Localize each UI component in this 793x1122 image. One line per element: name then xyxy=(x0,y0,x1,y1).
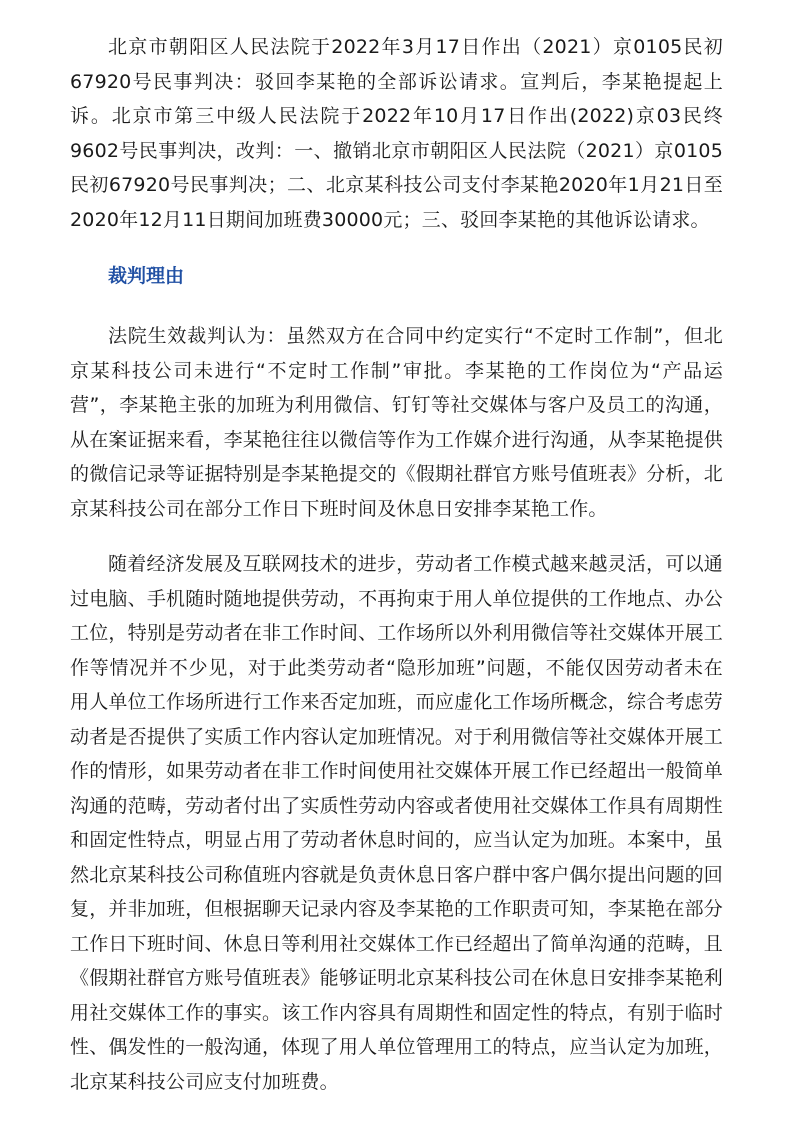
hidden-overtime-analysis-paragraph: 随着经济发展及互联网技术的进步，劳动者工作模式越来越灵活，可以通过电脑、手机随时随地提供劳动，不再拘束于用人单位提供的工作地点、办公工位，特别是劳动者在非工作时间、工作场所以外利用微信等社交媒体开展工作等情况并不少见，对于此类劳动者“隐形加班”问题，不能仅因劳动者未在用人单位工作场所进行工作来否定加班，而应虚化工作场所概念，综合考虑劳动者是否提供了实质工作内容认定加班情况。对于利用微信等社交媒体开展工作的情形，如果劳动者在非工作时间使用社交媒体开展工作已经超出一般简单沟通的范畴，劳动者付出了实质性劳动内容或者使用社交媒体工作具有周期性和固定性特点，明显占用了劳动者休息时间的，应当认定为加班。本案中，虽然北京某科技公司称值班内容就是负责休息日客户群中客户偶尔提出问题的回复，并非加班，但根据聊天记录内容及李某艳的工作职责可知，李某艳在部分工作日下班时间、休息日等利用社交媒体工作已经超出了简单沟通的范畴，且《假期社群官方账号值班表》能够证明北京某科技公司在休息日安排李某艳利用社交媒体工作的事实。该工作内容具有周期性和固定性的特点，有别于临时性、偶发性的一般沟通，体现了用人单位管理用工的特点，应当认定为加班，北京某科技公司应支付加班费。 xyxy=(70,553,723,1093)
document-page xyxy=(70,30,723,1099)
section-heading-reasoning: 裁判理由 xyxy=(108,265,185,287)
judgment-history-paragraph: 北京市朝阳区人民法院于2022年3月17日作出（2021）京0105民初67920号民事判决：驳回李某艳的全部诉讼请求。宣判后，李某艳提起上诉。北京市第三中级人民法院于2022年10月17日作出(2022)京03民终9602号民事判决，改判：一、撤销北京市朝阳区人民法院（2021）京0105民初67920号民事判决；二、北京某科技公司支付李某艳2020年1月21日至2020年12月11日期间加班费30000元；三、驳回李某艳的其他诉讼请求。 xyxy=(70,36,723,231)
court-opinion-paragraph: 法院生效裁判认为：虽然双方在合同中约定实行“不定时工作制”，但北京某科技公司未进行“不定时工作制”审批。李某艳的工作岗位为“产品运营”，李某艳主张的加班为利用微信、钉钉等社交媒体与客户及员工的沟通，从在案证据来看，李某艳往往以微信等作为工作媒介进行沟通，从李某艳提供的微信记录等证据特别是李某艳提交的《假期社群官方账号值班表》分析，北京某科技公司在部分工作日下班时间及休息日安排李某艳工作。 xyxy=(70,325,723,520)
